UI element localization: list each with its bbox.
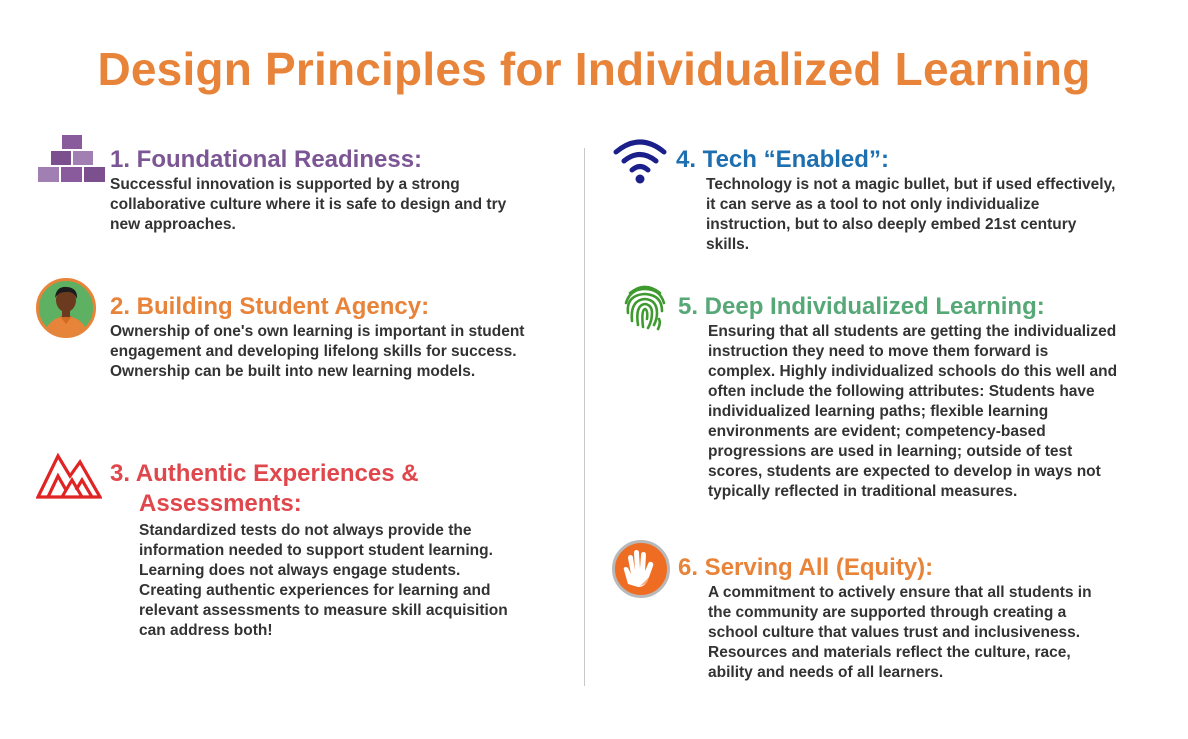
- principle-heading: 5. Deep Individualized Learning:: [678, 293, 1045, 320]
- column-divider: [584, 148, 585, 686]
- principle-body: A commitment to actively ensure that all students in the community are supported through creating a school culture that values trust and inclusiveness. Resources and materials reflect the culture, race, ability and needs of all learners.: [708, 584, 1092, 681]
- principle-body: Ensuring that all students are getting the individualized instruction they need to move them forward is complex. Highly individualized schools do this well and often include the following attributes: Students have individualized learning paths; flexible learning environments are evident; competency-based progressions are used in learning; outside of test scores, students are expected to develop in ways not typically reflected in traditional measures.: [708, 323, 1118, 500]
- student-avatar-icon: [36, 278, 96, 338]
- principle-body: Successful innovation is supported by a strong collaborative culture where it is safe to design and try new approaches.: [110, 176, 507, 233]
- principle-heading: 1. Foundational Readiness:: [110, 146, 423, 173]
- principle-building-student-agency: [110, 292, 540, 382]
- principle-foundational-readiness: [110, 145, 540, 235]
- wifi-icon: [612, 138, 668, 186]
- mountains-icon: [36, 452, 102, 500]
- principle-body: Ownership of one's own learning is important in student engagement and developing lifelong skills for success. Ownership can be built into new learning models.: [110, 323, 525, 380]
- principle-tech-enabled: [676, 145, 1116, 255]
- principle-heading: 4. Tech “Enabled”:: [676, 146, 889, 173]
- fingerprint-icon: [622, 283, 668, 331]
- principle-authentic-experiences: [110, 459, 540, 641]
- principle-deep-individualized-learning: [678, 292, 1118, 502]
- principle-heading: 6. Serving All (Equity):: [678, 554, 934, 581]
- principle-serving-all-equity: [678, 553, 1118, 683]
- principle-body: Standardized tests do not always provide the information needed to support student learning. Learning does not always engage students. Creating authentic experiences for learning and relevant assessments to measure skill acquisition can address both!: [139, 522, 508, 639]
- principle-body: Technology is not a magic bullet, but if used effectively, it can serve as a tool to not only individualize instruction, but to also deeply embed 21st century skills.: [706, 176, 1116, 253]
- principle-heading-line2: Assessments:: [139, 490, 302, 517]
- page-title: Design Principles for Individualized Learning: [97, 43, 1091, 95]
- hands-icon: [612, 540, 670, 598]
- principle-heading: 2. Building Student Agency:: [110, 293, 430, 320]
- bricks-icon: [36, 135, 106, 185]
- principle-heading-line1: 3. Authentic Experiences &: [110, 460, 419, 487]
